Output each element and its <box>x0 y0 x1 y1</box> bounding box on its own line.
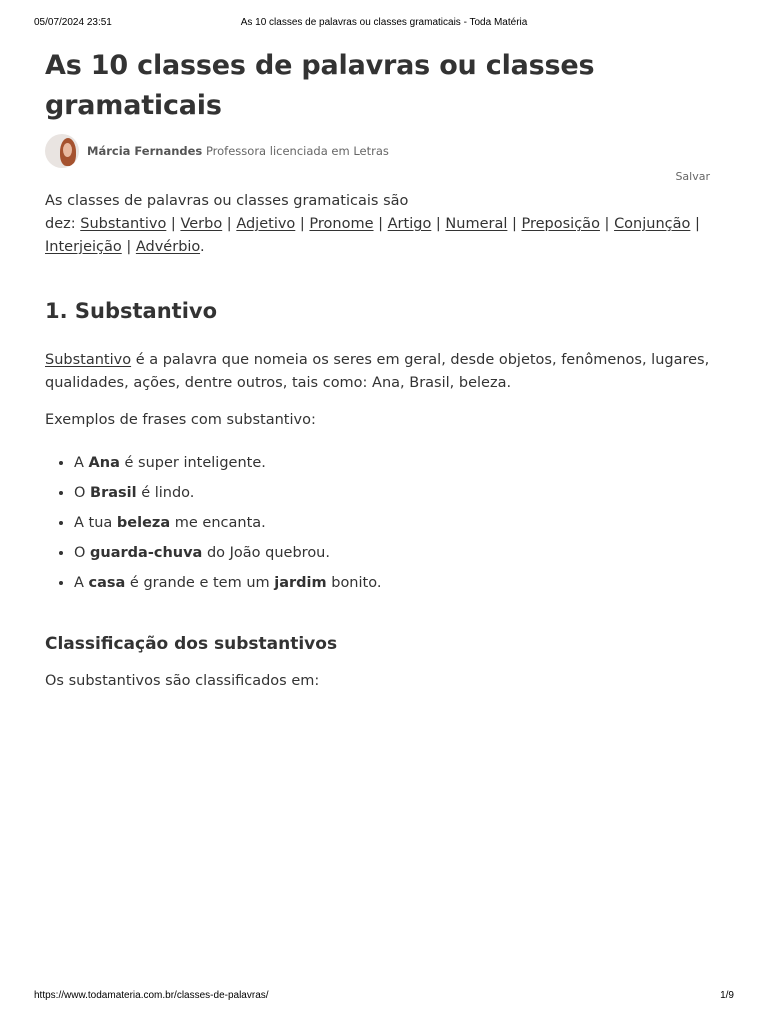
link-numeral[interactable]: Numeral <box>445 216 508 232</box>
author-row <box>45 134 720 168</box>
link-pronome[interactable]: Pronome <box>309 216 374 232</box>
classification-title: Classificação dos substantivos <box>45 634 338 654</box>
author-info <box>87 144 389 158</box>
examples-list <box>45 448 720 598</box>
list-item: • A casa é grande e tem um jardim bonito. <box>74 568 720 598</box>
print-header <box>34 17 734 31</box>
link-preposicao[interactable]: Preposição <box>521 216 600 232</box>
definition-paragraph <box>45 349 720 395</box>
intro-line1: As classes de palavras ou classes gramaticais são <box>45 193 409 209</box>
link-verbo[interactable]: Verbo <box>180 216 223 232</box>
link-substantivo[interactable]: Substantivo <box>80 216 167 232</box>
author-role: Professora licenciada em Letras <box>205 144 389 158</box>
link-conjuncao[interactable]: Conjunção <box>614 216 691 232</box>
list-item: • O guarda-chuva do João quebrou. <box>74 538 720 568</box>
page-number: 1/9 <box>720 990 734 1001</box>
print-datetime: 05/07/2024 23:51 <box>34 17 112 28</box>
separator: | <box>222 216 237 232</box>
list-item: • A tua beleza me encanta. <box>74 508 720 538</box>
separator: | <box>507 216 522 232</box>
intro-prefix: dez: <box>45 216 81 232</box>
link-adjetivo[interactable]: Adjetivo <box>236 216 296 232</box>
separator: | <box>166 216 181 232</box>
link-substantivo-definition[interactable]: Substantivo <box>45 352 132 368</box>
article-title: As 10 classes de palavras ou classes gramaticais <box>45 50 595 121</box>
list-item: • A Ana é super inteligente. <box>74 448 720 478</box>
intro-paragraph <box>45 190 720 259</box>
classification-intro: Os substantivos são classificados em: <box>45 673 320 689</box>
print-url: https://www.todamateria.com.br/classes-de-palavras/ <box>34 990 269 1001</box>
author-name[interactable]: Márcia Fernandes <box>87 144 203 158</box>
section-title-substantivo: 1. Substantivo <box>45 299 218 323</box>
link-interjeicao[interactable]: Interjeição <box>45 239 122 255</box>
author-avatar <box>45 134 79 168</box>
list-item: • O Brasil é lindo. <box>74 478 720 508</box>
separator: | <box>690 216 700 232</box>
article <box>45 46 720 693</box>
separator: | <box>599 216 615 232</box>
link-artigo[interactable]: Artigo <box>387 216 432 232</box>
link-adverbio[interactable]: Advérbio <box>135 239 201 255</box>
examples-intro: Exemplos de frases com substantivo: <box>45 412 316 428</box>
save-button[interactable]: Salvar <box>675 170 710 183</box>
separator: | <box>295 216 310 232</box>
definition-text: é a palavra que nomeia os seres em geral, desde objetos, fenômenos, lugares, qualidades, ações, dentre outros, tais como: Ana, Brasil, beleza. <box>45 352 710 391</box>
save-row <box>45 170 720 188</box>
separator: | <box>121 239 136 255</box>
intro-suffix: . <box>200 239 205 255</box>
separator: | <box>373 216 388 232</box>
print-footer <box>34 990 734 1004</box>
print-page-title: As 10 classes de palavras ou classes gramaticais - Toda Matéria <box>240 17 528 28</box>
separator: | <box>431 216 446 232</box>
